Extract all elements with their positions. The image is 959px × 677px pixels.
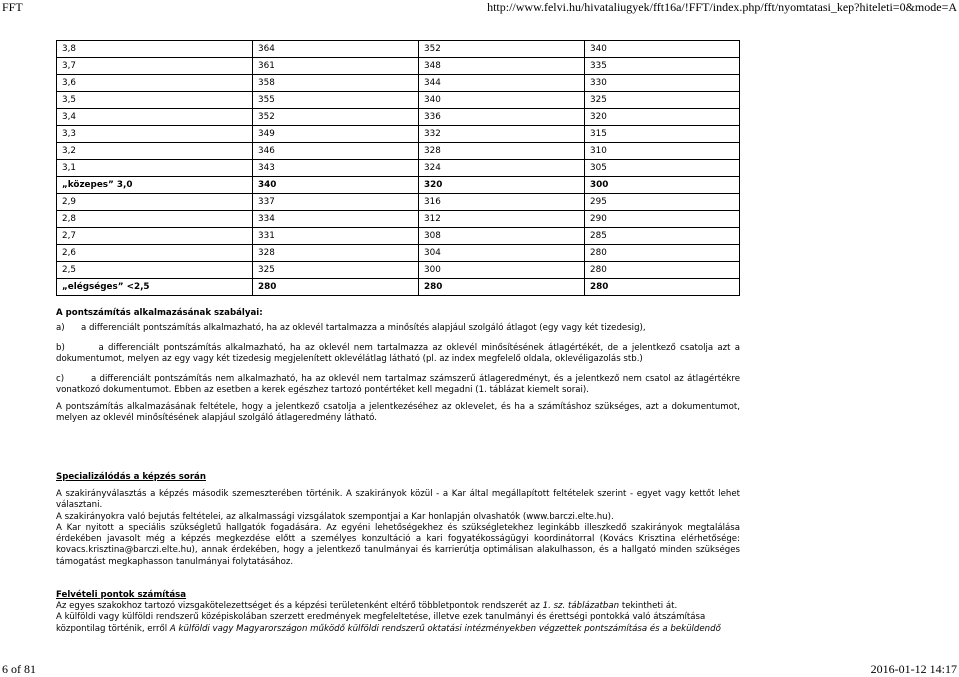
table-cell: 310	[585, 143, 740, 160]
specialization-p2: A szakirányokra való bejutás feltételei, az alkalmassági vizsgálatok szempontjai a Kar honlapján olvashatók (www.barczi.elte.hu).	[56, 511, 614, 522]
header-title: FFT	[2, 0, 23, 14]
table-row	[57, 58, 740, 75]
rule-a-marker: a)	[56, 323, 65, 333]
table-row	[57, 279, 740, 296]
rule-b-text: a differenciált pontszámítás alkalmazható, ha az oklevél nem tartalmazza az oklevél minősítésének átlagértékét, de a jelentkező csatolja azt a dokumentumot, melyen az egy vagy két tizedesig megjelenített oklevélátlag látható (pl. az index megfelelő oldala, oklevéligazolás stb.)	[56, 343, 740, 365]
table-cell: 328	[419, 143, 585, 160]
table-cell: 3,8	[57, 41, 253, 58]
admission-l3-text: központilag történik, erről	[56, 623, 170, 634]
table-cell: 3,1	[57, 160, 253, 177]
table-row	[57, 143, 740, 160]
table-cell: 336	[419, 109, 585, 126]
table-cell: „elégséges” <2,5	[57, 279, 253, 296]
table-cell: 290	[585, 211, 740, 228]
table-cell: 340	[585, 41, 740, 58]
admission-title: Felvételi pontok számítása	[56, 590, 187, 600]
table-cell: 361	[253, 58, 419, 75]
table-cell: 331	[253, 228, 419, 245]
table-cell: 346	[253, 143, 419, 160]
rules-note: A pontszámítás alkalmazásának feltétele, hogy a jelentkező csatolja a jelentkezéséhez az oklevelet, és ha a számításhoz szükséges, azt a dokumentumot, melyen az oklevél minősítésének alapjául szolgáló átlageredmény látható.	[56, 402, 740, 424]
table-cell: 324	[419, 160, 585, 177]
rule-a-text: a differenciált pontszámítás alkalmazható, ha az oklevél tartalmazza a minősítés alapjául szolgáló átlagot (egy vagy két tizedesig),	[81, 323, 646, 333]
table-row	[57, 160, 740, 177]
table-cell: 348	[419, 58, 585, 75]
specialization-body	[56, 489, 740, 568]
table-row	[57, 126, 740, 143]
table-cell: 337	[253, 194, 419, 211]
table-row	[57, 92, 740, 109]
table-cell: 3,4	[57, 109, 253, 126]
specialization-p1: A szakirányválasztás a képzés második szemeszterében történik. A szakirányok közül - a Kar által megállapított feltételek szerint - egyet vagy kettőt lehet választani.	[56, 489, 740, 511]
admission-line-2: A külföldi vagy külföldi rendszerű középiskolában szerzett eredmények megfeleltetése, illetve ezek tanulmányi és érettségi pontokká való átszámítása	[56, 612, 706, 623]
table-cell: 295	[585, 194, 740, 211]
table-cell: 355	[253, 92, 419, 109]
rule-c-marker: c)	[56, 374, 65, 384]
table-row	[57, 228, 740, 245]
table-cell: 315	[585, 126, 740, 143]
table-cell: 2,8	[57, 211, 253, 228]
admission-l1-text: Az egyes szakokhoz tartozó vizsgakötelezettséget és a képzési területenként eltérő többletpontok rendszerét az	[56, 601, 543, 611]
table-cell: 2,5	[57, 262, 253, 279]
table-cell: 340	[419, 92, 585, 109]
table-cell: 3,6	[57, 75, 253, 92]
table-cell: 2,7	[57, 228, 253, 245]
print-timestamp: 2016-01-12 14:17	[870, 662, 957, 676]
table-cell: 328	[253, 245, 419, 262]
table-row	[57, 109, 740, 126]
table-cell: 2,9	[57, 194, 253, 211]
table-cell: 316	[419, 194, 585, 211]
table-cell: 334	[253, 211, 419, 228]
admission-body	[56, 601, 740, 635]
table-cell: 349	[253, 126, 419, 143]
table-cell: 280	[585, 279, 740, 296]
table-cell: 358	[253, 75, 419, 92]
admission-l1-table-ref[interactable]: 1. sz. táblázatban	[542, 601, 620, 611]
table-cell: 320	[419, 177, 585, 194]
table-cell: 3,7	[57, 58, 253, 75]
rule-b	[56, 343, 740, 366]
rule-a	[56, 323, 740, 334]
table-cell: 308	[419, 228, 585, 245]
rule-c	[56, 374, 740, 397]
table-cell: 3,2	[57, 143, 253, 160]
table-cell: 325	[253, 262, 419, 279]
print-header	[0, 0, 959, 14]
table-cell: 344	[419, 75, 585, 92]
table-cell: 340	[253, 177, 419, 194]
table-row	[57, 177, 740, 194]
table-cell: 280	[585, 245, 740, 262]
table-cell: 280	[419, 279, 585, 296]
admission-l1-end: tekintheti át.	[619, 601, 678, 611]
table-cell: „közepes” 3,0	[57, 177, 253, 194]
table-cell: 304	[419, 245, 585, 262]
table-cell: 305	[585, 160, 740, 177]
table-cell: 343	[253, 160, 419, 177]
rules-title: A pontszámítás alkalmazásának szabályai:	[56, 308, 263, 318]
table-cell: 352	[253, 109, 419, 126]
table-cell: 285	[585, 228, 740, 245]
table-cell: 280	[585, 262, 740, 279]
page-counter: 6 of 81	[2, 662, 36, 676]
table-cell: 300	[585, 177, 740, 194]
table-cell: 312	[419, 211, 585, 228]
table-row	[57, 41, 740, 58]
table-row	[57, 75, 740, 92]
table-row	[57, 262, 740, 279]
specialization-p3: A Kar nyitott a speciális szükségletű hallgatók fogadására. Az egyéni lehetőségekhez és szükségletekhez leginkább illeszkedő szakirányok megtalálása érdekében javasolt még a képzés megkezdése előtt a személyes konzultáció a kari fogyatékosságügyi koordinátorral (Kovács Krisztina elérhetősége: kovacs.krisztina@barczi.elte.hu), annak érdekében, hogy a jelentkező tanulmányai és karrierútja optimálisan alakulhasson, és a hallgató minden szükséges támogatást megkaphasson tanulmányai folytatásához.	[56, 522, 740, 567]
table-cell: 280	[253, 279, 419, 296]
header-url: http://www.felvi.hu/hivataliugyek/fft16a/!FFT/index.php/fft/nyomtatasi_kep?hiteleti=0&mode=A	[487, 0, 957, 14]
table-row	[57, 245, 740, 262]
rule-c-text: a differenciált pontszámítás nem alkalmazható, ha az oklevél nem tartalmaz számszerű átlageredményt, és a jelentkező nem csatol az átlagértékre vonatkozó dokumentumot. Ebben az esetben a kerek egészhez tartozó pontértéket kell megadni (1. táblázat kiemelt sorai).	[56, 374, 740, 396]
admission-line-1	[56, 601, 740, 612]
table-cell: 3,5	[57, 92, 253, 109]
score-conversion-table	[56, 40, 740, 296]
specialization-title: Specializálódás a képzés során	[56, 472, 206, 482]
table-cell: 325	[585, 92, 740, 109]
table-cell: 332	[419, 126, 585, 143]
table-row	[57, 194, 740, 211]
table-cell: 330	[585, 75, 740, 92]
admission-l3-italic: A külföldi vagy Magyarországon működő külföldi rendszerű oktatási intézményekben végzettek pontszámítása és a beküldendő	[169, 623, 721, 634]
table-cell: 3,3	[57, 126, 253, 143]
table-cell: 320	[585, 109, 740, 126]
table-cell: 300	[419, 262, 585, 279]
table-cell: 352	[419, 41, 585, 58]
table-cell: 2,6	[57, 245, 253, 262]
table-cell: 335	[585, 58, 740, 75]
rule-b-marker: b)	[56, 343, 65, 353]
admission-line-3	[56, 624, 740, 635]
table-cell: 364	[253, 41, 419, 58]
table-row	[57, 211, 740, 228]
